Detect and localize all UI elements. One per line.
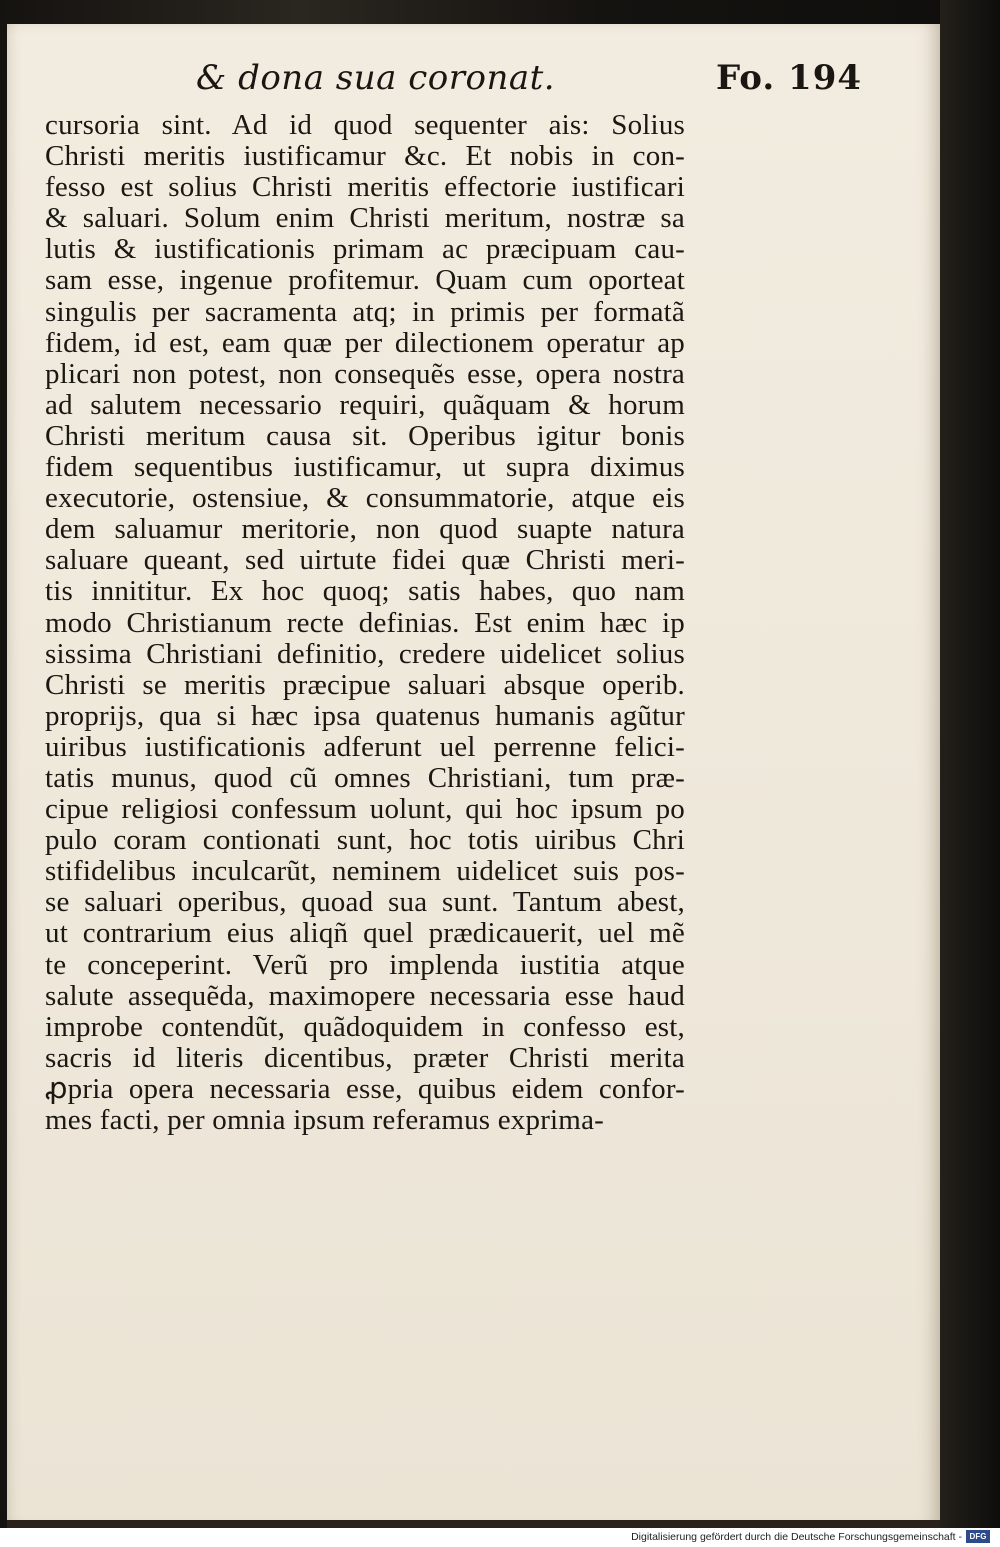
facing-page-shadow [940, 0, 1000, 1528]
text-line: fidem sequentibus iustificamur, ut supra diximus [45, 451, 685, 484]
dfg-logo: DFG [966, 1530, 990, 1543]
text-line: sacris id literis dicentibus, præter Christi merita [45, 1041, 685, 1074]
text-line: plicari non potest, non consequẽs esse, opera nostra [45, 357, 685, 390]
text-line: ad salutem necessario requiri, quãquam & horum [45, 388, 685, 421]
text-line: fidem, id est, eam quæ per dilectionem operatur ap [45, 326, 685, 359]
text-line: cipue religiosi confessum uolunt, qui hoc ipsum po [45, 793, 685, 826]
text-line: saluare queant, sed uirtute fidei quæ Christi meri- [45, 544, 685, 577]
text-line: se saluari operibus, quoad sua sunt. Tantum abest, [45, 886, 685, 919]
text-line: salute assequẽda, maximopere necessaria esse haud [45, 979, 685, 1012]
text-line: ꝓpria opera necessaria esse, quibus eidem confor- [45, 1072, 685, 1105]
text-line: singulis per sacramenta atq; in primis per formatã [45, 295, 685, 328]
text-line: Christi meritis iustificamur &c. Et nobis in con- [45, 140, 685, 173]
text-line: sissima Christiani definitio, credere uidelicet solius [45, 637, 685, 670]
text-line: lutis & iustificationis primam ac præcipuam cau- [45, 233, 685, 266]
text-line: ut contrarium eius aliqñ quel prædicauerit, uel mẽ [45, 917, 685, 950]
body-text [45, 110, 705, 1136]
text-line: mes facti, per omnia ipsum referamus exprima- [45, 1104, 604, 1136]
text-line: tis innititur. Ex hoc quoq; satis habes, quo nam [45, 575, 685, 608]
text-line: Christi meritum causa sit. Operibus igitur bonis [45, 419, 685, 452]
text-line: improbe contendũt, quãdoquidem in confesso est, [45, 1010, 685, 1043]
text-line: Christi se meritis præcipue saluari absque operib. [45, 668, 685, 701]
text-line: fesso est solius Christi meritis effectorie iustificari [45, 171, 685, 204]
running-head: & dona sua coronat. [196, 58, 556, 98]
folio-number: Fo. 194 [716, 58, 863, 98]
text-line: uiribus iustificationis adferunt uel perrenne felici- [45, 730, 685, 763]
text-line: executorie, ostensiue, & consummatorie, atque eis [45, 482, 685, 515]
text-line: proprijs, qua si hæc ipsa quatenus humanis agũtur [45, 699, 685, 732]
funding-credit: Digitalisierung gefördert durch die Deutsche Forschungsgemeinschaft - [631, 1531, 962, 1543]
text-line: sam esse, ingenue profitemur. Quam cum oporteat [45, 264, 685, 297]
text-line: tatis munus, quod cũ omnes Christiani, tum præ- [45, 761, 685, 794]
text-line: dem saluamur meritorie, non quod suapte natura [45, 513, 685, 546]
text-line: modo Christianum recte definias. Est enim hæc ip [45, 606, 685, 639]
text-line: te conceperint. Verũ pro implenda iustitia atque [45, 948, 685, 981]
page-bottom-edge [7, 1520, 940, 1528]
text-line: cursoria sint. Ad id quod sequenter ais: Solius [45, 109, 685, 141]
text-line: pulo coram contionati sunt, hoc totis uiribus Chri [45, 824, 685, 857]
text-line: stifidelibus inculcarũt, neminem uidelicet suis pos- [45, 855, 685, 888]
text-line: & saluari. Solum enim Christi meritum, nostræ sa [45, 202, 685, 235]
